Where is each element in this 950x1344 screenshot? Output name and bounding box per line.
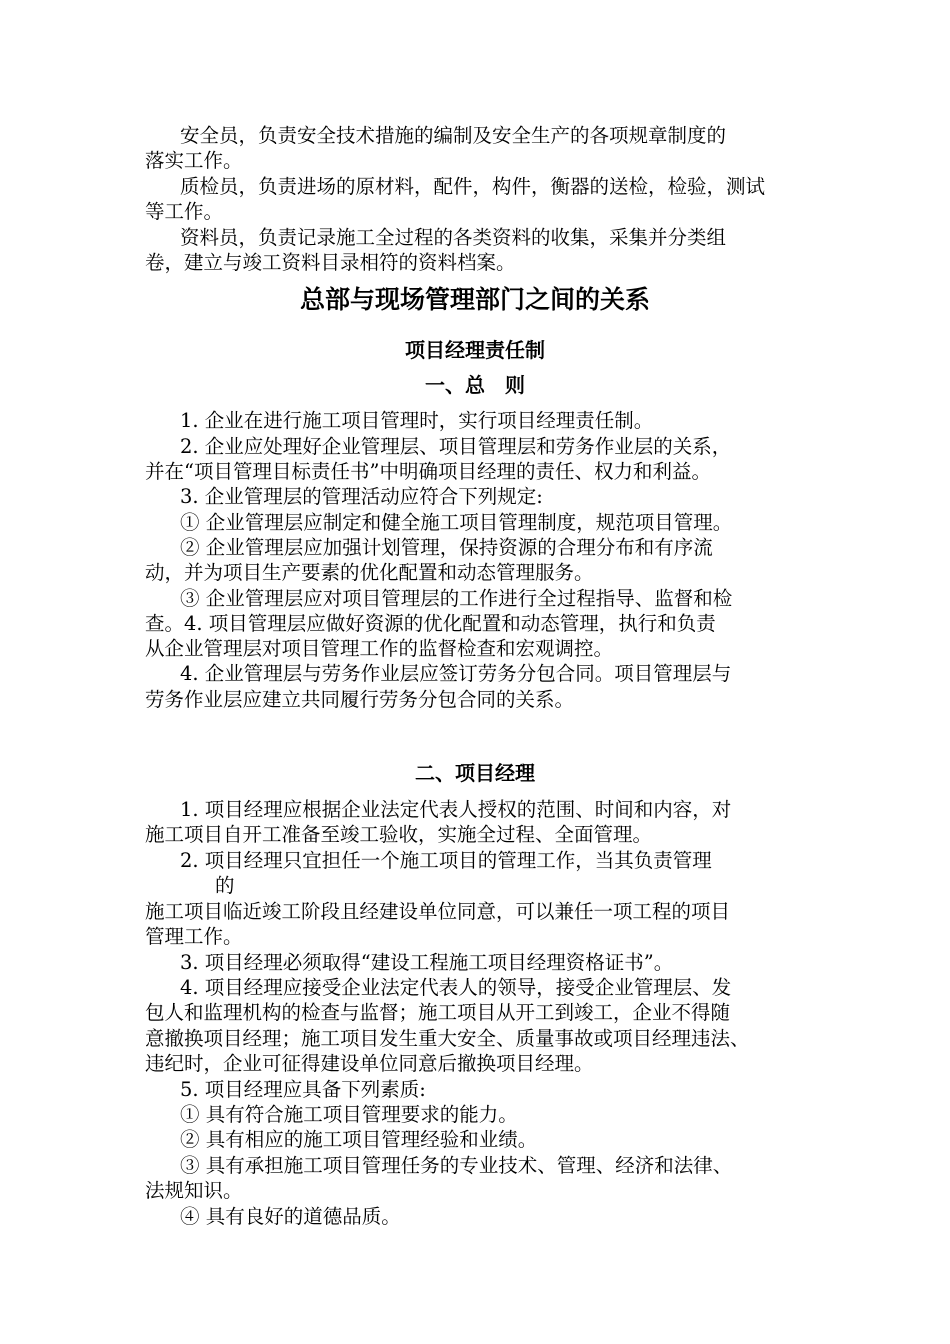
section2-line: 2. 项目经理只宜担任一个施工项目的管理工作，当其负责管理 [180,849,712,872]
section2-line: ② 具有相应的施工项目管理经验和业绩。 [180,1128,538,1151]
section2-line: 意撤换项目经理；施工项目发生重大安全、质量事故或项目经理违法、 [145,1027,750,1050]
intro-line: 卷，建立与竣工资料目录相符的资料档案。 [145,251,516,274]
section1-line: ① 企业管理层应制定和健全施工项目管理制度，规范项目管理。 [180,511,733,534]
section1-line: 1. 企业在进行施工项目管理时，实行项目经理责任制。 [180,409,654,432]
section1-line: 劳务作业层应建立共同履行劳务分包合同的关系。 [145,688,575,711]
intro-line: 落实工作。 [145,149,243,172]
section2-line: ① 具有符合施工项目管理要求的能力。 [180,1103,518,1126]
section-subtitle: 项目经理责任制 [405,338,545,362]
section2-line: 施工项目临近竣工阶段且经建设单位同意，可以兼任一项工程的项目 [145,900,731,923]
section2-line: 违纪时，企业可征得建设单位同意后撤换项目经理。 [145,1052,594,1075]
section1-line: 4. 企业管理层与劳务作业层应签订劳务分包合同。项目管理层与 [180,662,732,685]
section2-line: 1. 项目经理应根据企业法定代表人授权的范围、时间和内容，对 [180,798,732,821]
section2-line: 包人和监理机构的检查与监督；施工项目从开工到竣工，企业不得随 [145,1001,731,1024]
intro-line: 等工作。 [145,200,224,223]
section2-line: 管理工作。 [145,925,243,948]
section2-line: 5. 项目经理应具备下列素质: [180,1078,426,1101]
section1-line: 并在“项目管理目标责任书”中明确项目经理的责任、权力和利益。 [145,460,711,483]
section1-line: ② 企业管理层应加强计划管理，保持资源的合理分布和有序流 [180,536,713,559]
section2-line: ③ 具有承担施工项目管理任务的专业技术、管理、经济和法律、 [180,1154,733,1177]
intro-line: 安全员，负责安全技术措施的编制及安全生产的各项规章制度的 [180,124,727,147]
page-title: 总部与现场管理部门之间的关系 [299,285,650,314]
section2-line: 施工项目自开工准备至竣工验收，实施全过程、全面管理。 [145,823,653,846]
intro-line: 质检员，负责进场的原材料，配件，构件，衡器的送检，检验，测试 [180,175,766,198]
section1-heading: 一、总 则 [425,373,525,397]
section1-line: 从企业管理层对项目管理工作的监督检查和宏观调控。 [145,637,614,660]
section1-line: 查。4. 项目管理层应做好资源的优化配置和动态管理，执行和负责 [145,612,716,635]
intro-line: 资料员，负责记录施工全过程的各类资料的收集，采集并分类组 [180,226,727,249]
section1-line: 3. 企业管理层的管理活动应符合下列规定: [180,485,543,508]
section2-heading: 二、项目经理 [415,761,535,785]
section2-line: 4. 项目经理应接受企业法定代表人的领导，接受企业管理层、发 [180,976,732,999]
section1-line: 2. 企业应处理好企业管理层、项目管理层和劳务作业层的关系， [180,435,732,458]
section2-line: ④ 具有良好的道德品质。 [180,1205,401,1228]
section2-line: 的 [215,874,235,897]
section2-line: 3. 项目经理必须取得“建设工程施工项目经理资格证书”。 [180,951,674,974]
section1-line: ③ 企业管理层应对项目管理层的工作进行全过程指导、监督和检 [180,587,733,610]
section1-line: 动，并为项目生产要素的优化配置和动态管理服务。 [145,561,594,584]
section2-line: 法规知识。 [145,1179,243,1202]
